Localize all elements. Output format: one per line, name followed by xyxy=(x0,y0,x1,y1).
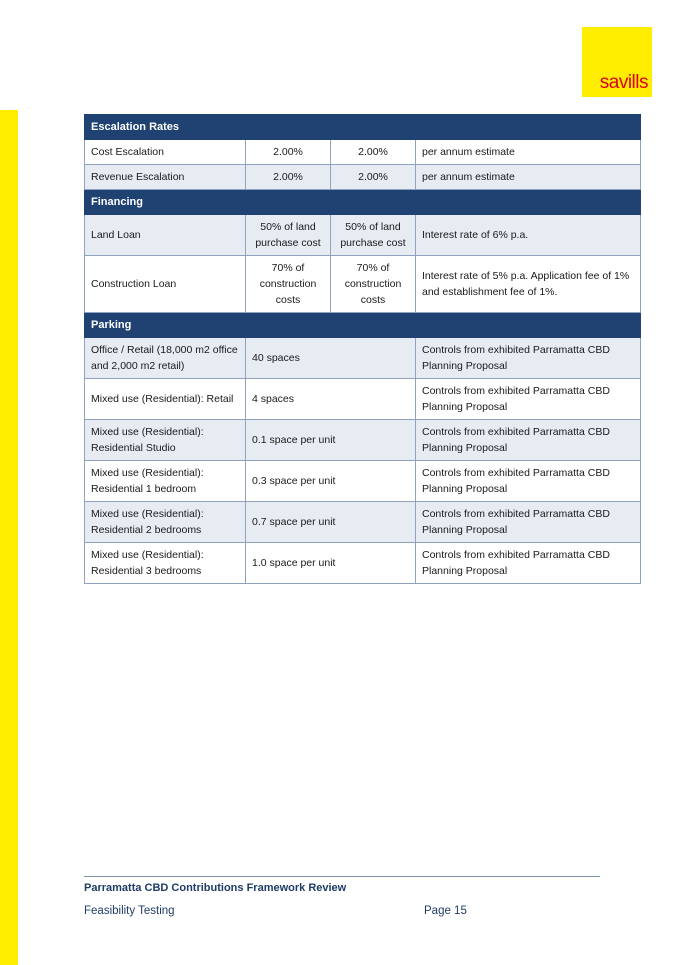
table-row xyxy=(85,140,641,165)
row-value: 50% of land purchase cost xyxy=(331,215,416,256)
section-header-parking xyxy=(85,313,641,338)
row-note: Controls from exhibited Parramatta CBD Planning Proposal xyxy=(416,379,641,420)
section-title: Parking xyxy=(85,313,641,338)
row-label: Revenue Escalation xyxy=(85,165,246,190)
row-label: Mixed use (Residential): Residential 3 bedrooms xyxy=(85,543,246,584)
table-row xyxy=(85,543,641,584)
row-value: 2.00% xyxy=(246,140,331,165)
section-header-financing xyxy=(85,190,641,215)
table-row xyxy=(85,461,641,502)
row-label: Land Loan xyxy=(85,215,246,256)
logo-text: savills xyxy=(599,72,648,93)
section-title: Financing xyxy=(85,190,641,215)
row-note: Interest rate of 5% p.a. Application fee of 1% and establishment fee of 1%. xyxy=(416,256,641,313)
row-label: Mixed use (Residential): Retail xyxy=(85,379,246,420)
section-title: Escalation Rates xyxy=(85,115,641,140)
page-number: Page 15 xyxy=(424,905,467,917)
table-row xyxy=(85,338,641,379)
row-label: Mixed use (Residential): Residential 2 bedrooms xyxy=(85,502,246,543)
row-value: 0.3 space per unit xyxy=(246,461,416,502)
row-value: 2.00% xyxy=(246,165,331,190)
row-value: 4 spaces xyxy=(246,379,416,420)
row-note: Controls from exhibited Parramatta CBD Planning Proposal xyxy=(416,543,641,584)
table-row xyxy=(85,502,641,543)
row-note: Controls from exhibited Parramatta CBD Planning Proposal xyxy=(416,461,641,502)
row-value: 2.00% xyxy=(331,140,416,165)
row-label: Office / Retail (18,000 m2 office and 2,000 m2 retail) xyxy=(85,338,246,379)
row-value: 1.0 space per unit xyxy=(246,543,416,584)
row-value: 50% of land purchase cost xyxy=(246,215,331,256)
row-note: Controls from exhibited Parramatta CBD Planning Proposal xyxy=(416,338,641,379)
side-accent-stripe xyxy=(0,110,18,965)
row-label: Mixed use (Residential): Residential 1 bedroom xyxy=(85,461,246,502)
row-note: per annum estimate xyxy=(416,140,641,165)
row-note: Controls from exhibited Parramatta CBD Planning Proposal xyxy=(416,502,641,543)
table-row xyxy=(85,165,641,190)
table-row xyxy=(85,379,641,420)
table-row xyxy=(85,215,641,256)
row-label: Cost Escalation xyxy=(85,140,246,165)
row-note: Interest rate of 6% p.a. xyxy=(416,215,641,256)
footer-subtitle: Feasibility Testing xyxy=(84,905,175,917)
assumptions-table xyxy=(84,114,641,584)
footer-title: Parramatta CBD Contributions Framework Review xyxy=(84,882,347,894)
table-row xyxy=(85,420,641,461)
savills-logo xyxy=(582,27,652,97)
section-header-escalation xyxy=(85,115,641,140)
row-value: 0.1 space per unit xyxy=(246,420,416,461)
row-value: 40 spaces xyxy=(246,338,416,379)
row-value: 0.7 space per unit xyxy=(246,502,416,543)
footer-divider xyxy=(84,876,600,877)
row-value: 70% of construction costs xyxy=(331,256,416,313)
table-row xyxy=(85,256,641,313)
row-note: Controls from exhibited Parramatta CBD Planning Proposal xyxy=(416,420,641,461)
row-value: 2.00% xyxy=(331,165,416,190)
row-value: 70% of construction costs xyxy=(246,256,331,313)
row-label: Mixed use (Residential): Residential Studio xyxy=(85,420,246,461)
row-note: per annum estimate xyxy=(416,165,641,190)
row-label: Construction Loan xyxy=(85,256,246,313)
